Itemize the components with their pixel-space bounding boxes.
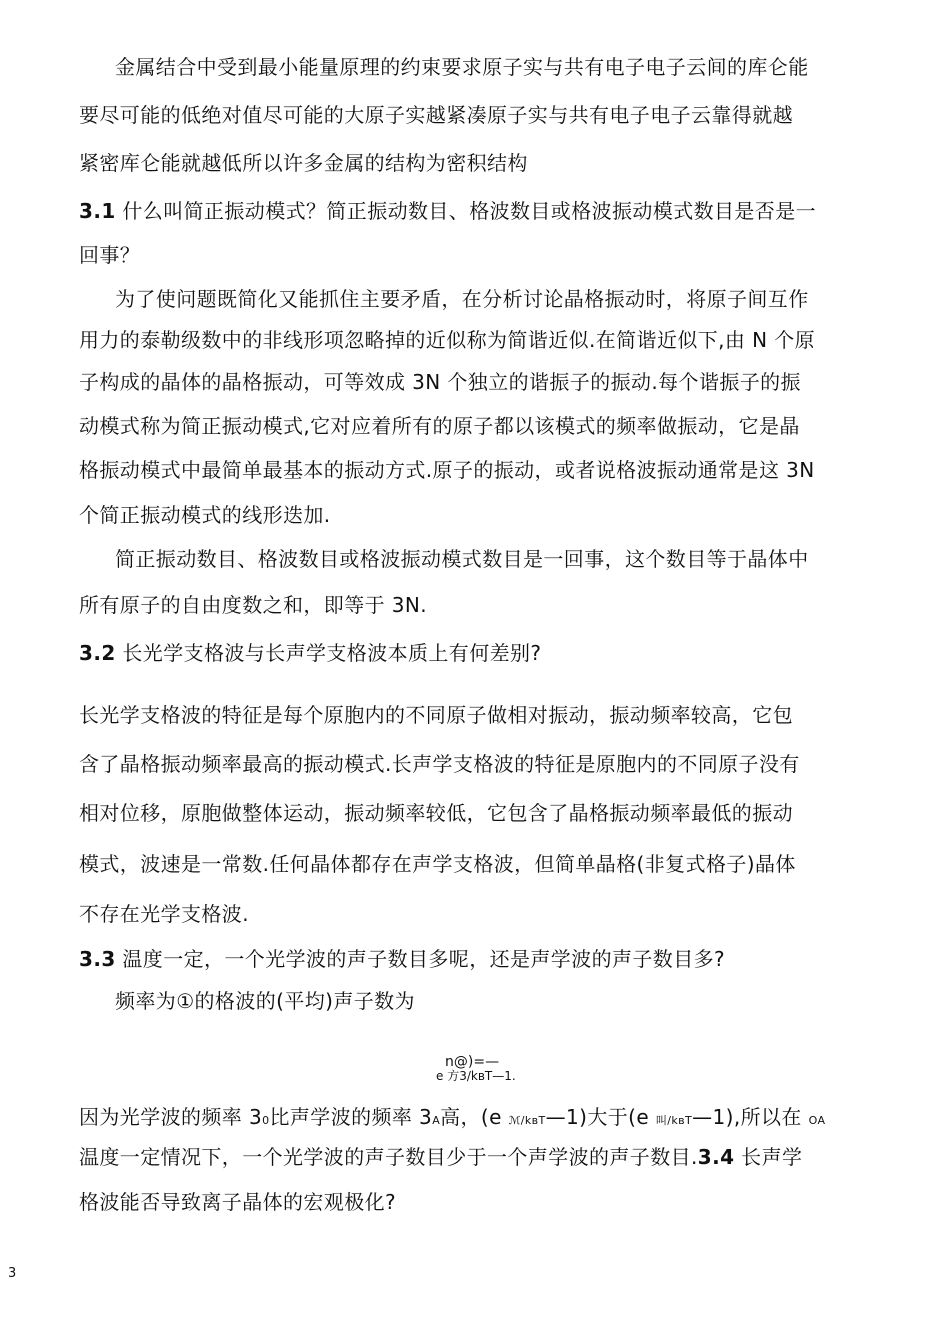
text-segment: 比声学波的频率 3 xyxy=(269,1105,433,1129)
answer-3-1-line-3: 子构成的晶体的晶格振动，可等效成 3N 个独立的谐振子的振动.每个谐振子的振 xyxy=(79,370,801,394)
answer-3-3-line-2 xyxy=(79,1105,825,1133)
subscript: OA xyxy=(808,1114,826,1127)
text-segment: 因为光学波的频率 3 xyxy=(79,1105,263,1129)
question-3-1-line-2: 回事？ xyxy=(79,243,141,267)
question-text: 长声学 xyxy=(734,1145,803,1169)
question-number: 3.4 xyxy=(697,1145,735,1169)
text-segment: —1)大于(e xyxy=(545,1105,656,1129)
answer-3-3-line-1: 频率为①的格波的(平均)声子数为 xyxy=(115,989,415,1013)
intro-line-2: 要尽可能的低绝对值尽可能的大原子实越紧凑原子实与共有电子电子云靠得就越 xyxy=(79,103,793,127)
formula-numerator: n@)=— xyxy=(445,1054,500,1070)
text-segment: —1),所以在 xyxy=(692,1105,809,1129)
intro-line-3: 紧密库仑能就越低所以许多金属的结构为密积结构 xyxy=(79,151,528,175)
answer-3-2-line-4: 模式，波速是一常数.任何晶体都存在声学支格波，但简单晶格(非复式格子)晶体 xyxy=(79,852,796,876)
question-number: 3.3 xyxy=(79,947,116,971)
subscript: 0 xyxy=(262,1114,270,1127)
answer-3-1-b-line-1: 简正振动数目、格波数目或格波振动模式数目是一回事，这个数目等于晶体中 xyxy=(115,547,809,571)
text-segment: 高，(e xyxy=(440,1105,509,1129)
question-3-2 xyxy=(79,641,541,665)
answer-3-1-line-1: 为了使问题既简化又能抓住主要矛盾，在分析讨论晶格振动时，将原子间互作 xyxy=(115,287,809,311)
answer-3-2-line-1: 长光学支格波的特征是每个原胞内的不同原子做相对振动，振动频率较高，它包 xyxy=(79,703,793,727)
page-number: 3 xyxy=(8,1266,17,1281)
question-3-4-line-2: 格波能否导致离子晶体的宏观极化? xyxy=(79,1190,397,1214)
superscript: ℳ/kвT xyxy=(508,1114,546,1127)
answer-3-1-line-4: 动模式称为简正振动模式,它对应着所有的原子都以该模式的频率做振动，它是晶 xyxy=(79,414,800,438)
answer-3-3-line-3 xyxy=(79,1145,802,1169)
question-text: 长光学支格波与长声学支格波本质上有何差别? xyxy=(115,641,542,665)
question-number: 3.2 xyxy=(79,641,116,665)
answer-3-1-line-2: 用力的泰勒级数中的非线形项忽略掉的近似称为简谐近似.在简谐近似下,由 N 个原 xyxy=(79,328,815,352)
question-3-3 xyxy=(79,947,725,971)
text-segment: 温度一定情况下，一个光学波的声子数目少于一个声学波的声子数目. xyxy=(79,1145,698,1169)
answer-3-1-b-line-2: 所有原子的自由度数之和，即等于 3N. xyxy=(79,593,428,617)
answer-3-2-line-5: 不存在光学支格波. xyxy=(79,902,249,926)
answer-3-2-line-2: 含了晶格振动频率最高的振动模式.长声学支格波的特征是原胞内的不同原子没有 xyxy=(79,752,800,776)
superscript: 叫/kвT xyxy=(655,1114,693,1127)
question-text: 什么叫简正振动模式？简正振动数目、格波数目或格波振动模式数目是否是一 xyxy=(115,199,816,223)
subscript: A xyxy=(432,1114,441,1127)
question-number: 3.1 xyxy=(79,199,116,223)
answer-3-2-line-3: 相对位移，原胞做整体运动，振动频率较低，它包含了晶格振动频率最低的振动 xyxy=(79,801,793,825)
question-text: 温度一定，一个光学波的声子数目多呢，还是声学波的声子数目多? xyxy=(115,947,726,971)
answer-3-1-line-5: 格振动模式中最简单最基本的振动方式.原子的振动，或者说格波振动通常是这 3N xyxy=(79,458,815,482)
formula-denominator: e 方3/kвT—1. xyxy=(436,1069,516,1083)
answer-3-1-line-6: 个简正振动模式的线形迭加. xyxy=(79,503,331,527)
question-3-1-line-1 xyxy=(79,199,816,223)
intro-line-1: 金属结合中受到最小能量原理的约束要求原子实与共有电子电子云间的库仑能 xyxy=(115,55,809,79)
